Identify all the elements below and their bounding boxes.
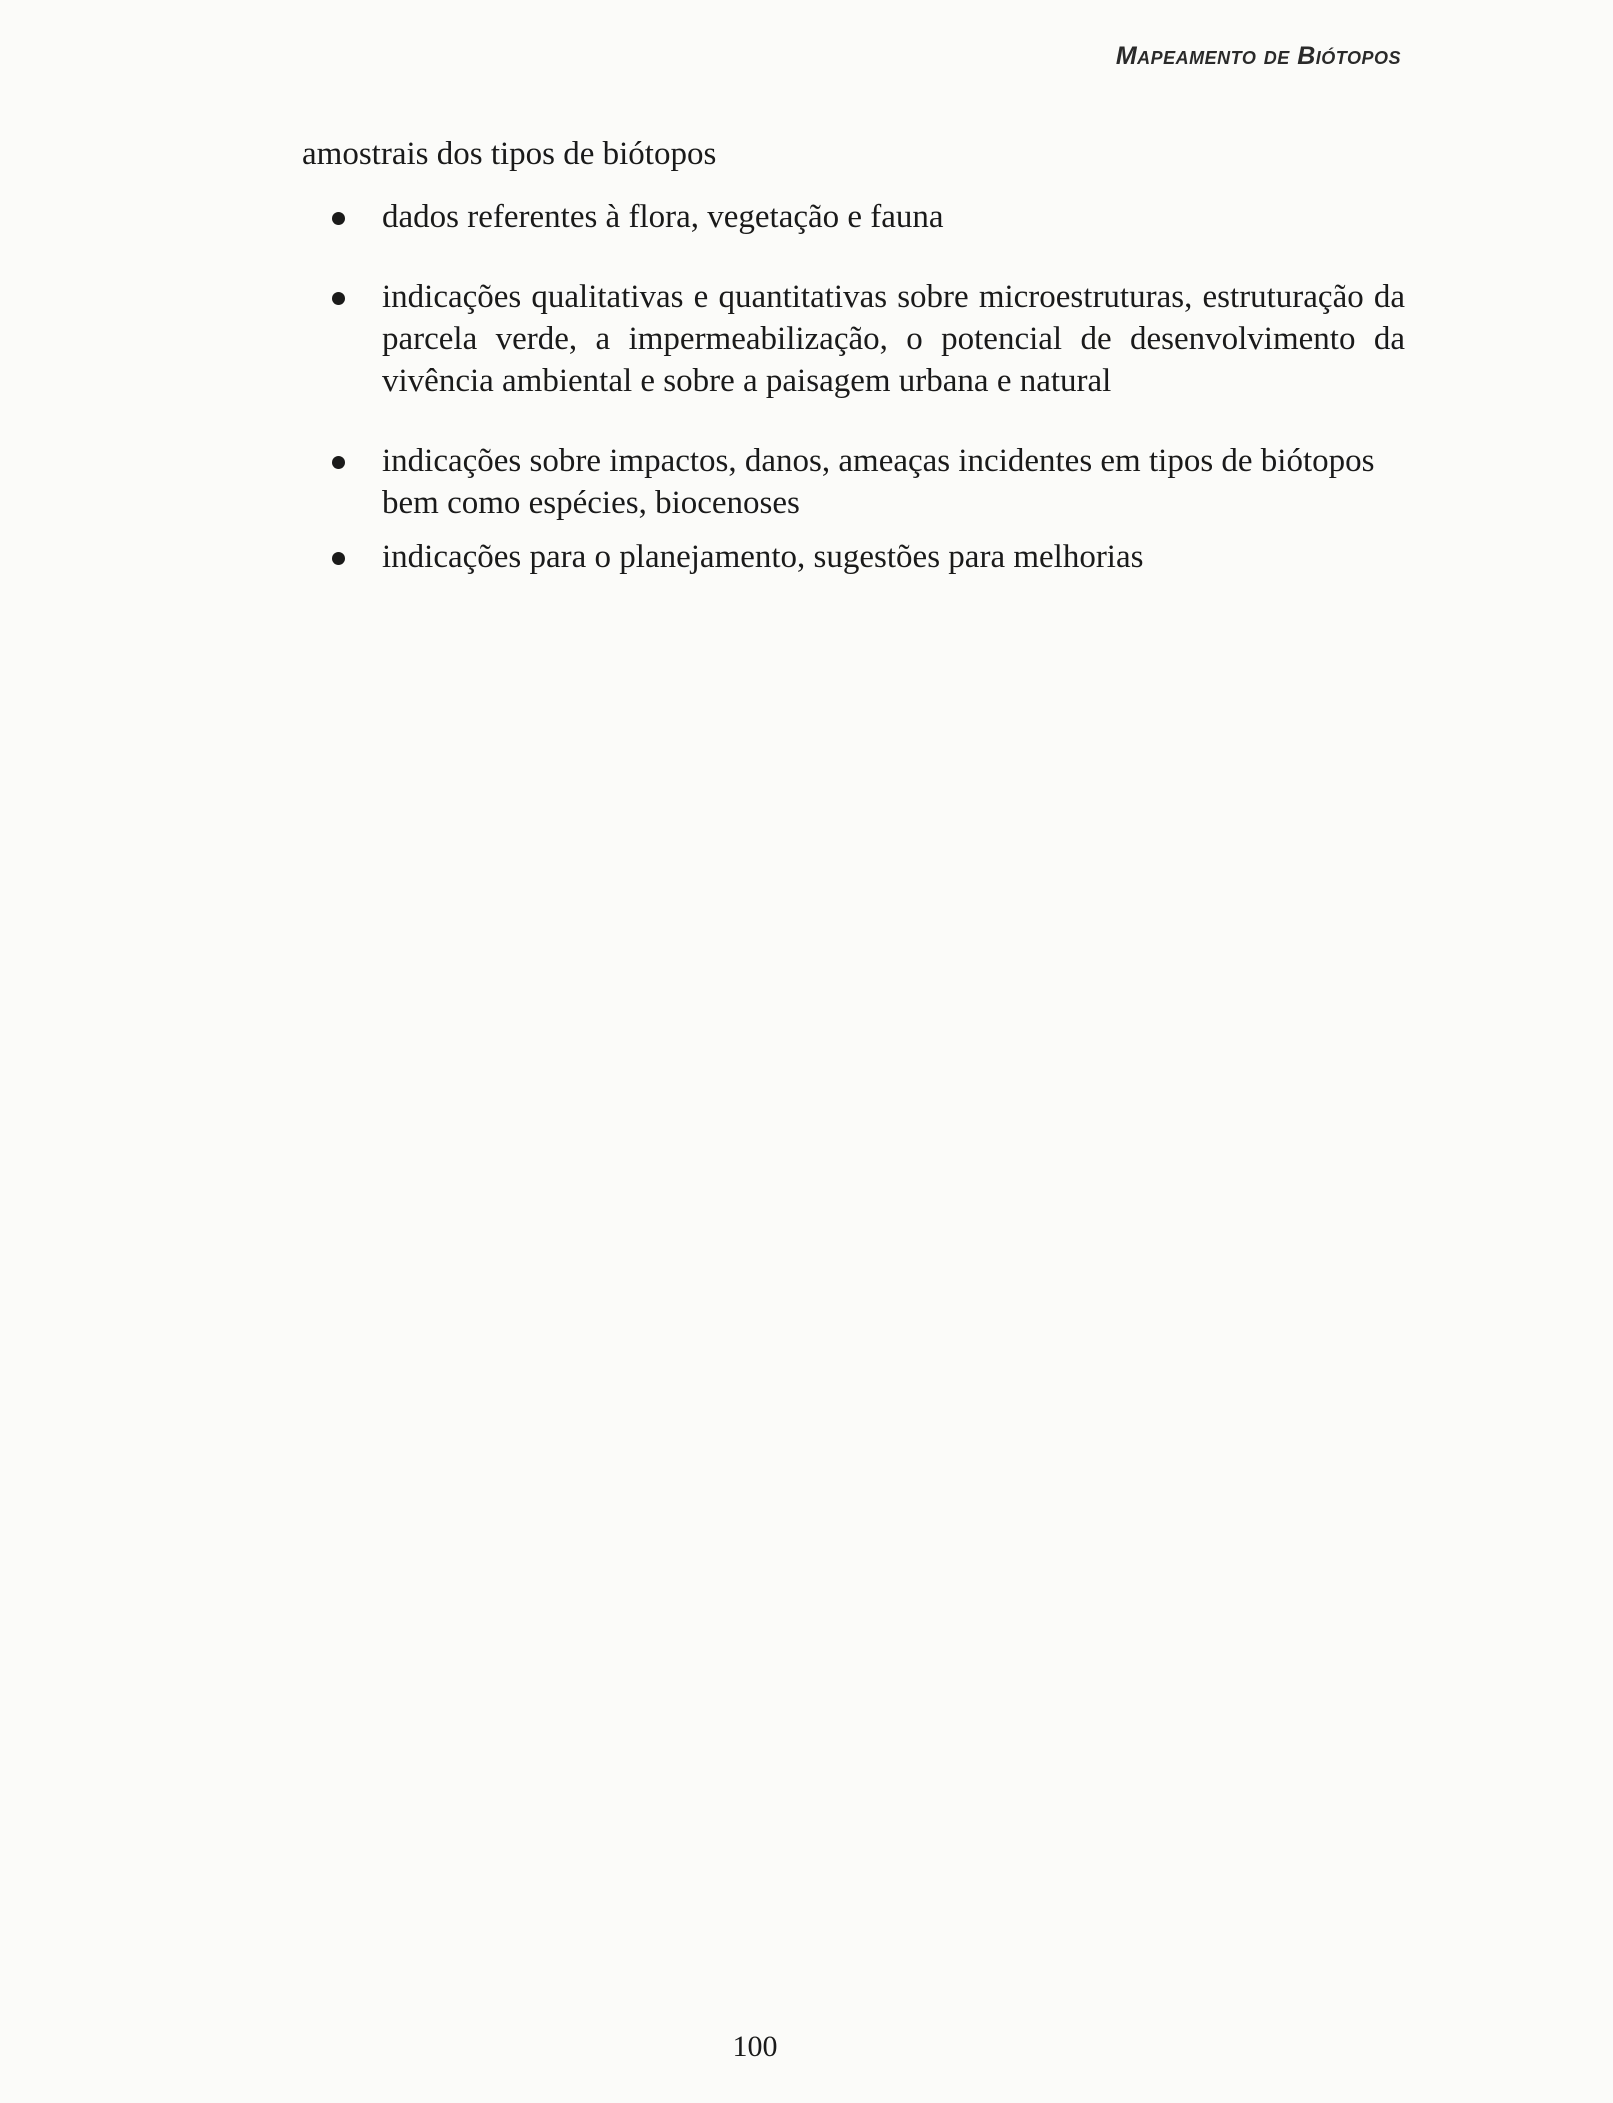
page-number: 100 (732, 2030, 778, 2063)
bullet-icon (332, 292, 345, 305)
running-header: Mapeamento de Biótopos (1115, 42, 1401, 70)
list-item-text: dados referentes à flora, vegetação e fauna (382, 199, 944, 235)
list-item-text: indicações qualitativas e quantitativas sobre microestruturas, estruturação da parcela verde, a impermeabilização, o potencial de desenvolvimento da vivência ambiental e sobre a paisagem urbana e natural (382, 279, 1405, 399)
list-item (330, 440, 1405, 524)
list-item (330, 196, 1405, 238)
list-item (330, 536, 1405, 578)
list-item-text: indicações para o planejamento, sugestões para melhorias (382, 539, 1144, 575)
bullet-icon (332, 456, 345, 469)
bullet-icon (332, 212, 345, 225)
lead-line: amostrais dos tipos de biótopos (302, 136, 717, 172)
bullet-icon (332, 552, 345, 565)
bullet-list (330, 196, 1405, 616)
list-item (330, 276, 1405, 402)
list-item-text: indicações sobre impactos, danos, ameaças incidentes em tipos de biótopos bem como espécies, biocenoses (382, 443, 1375, 521)
